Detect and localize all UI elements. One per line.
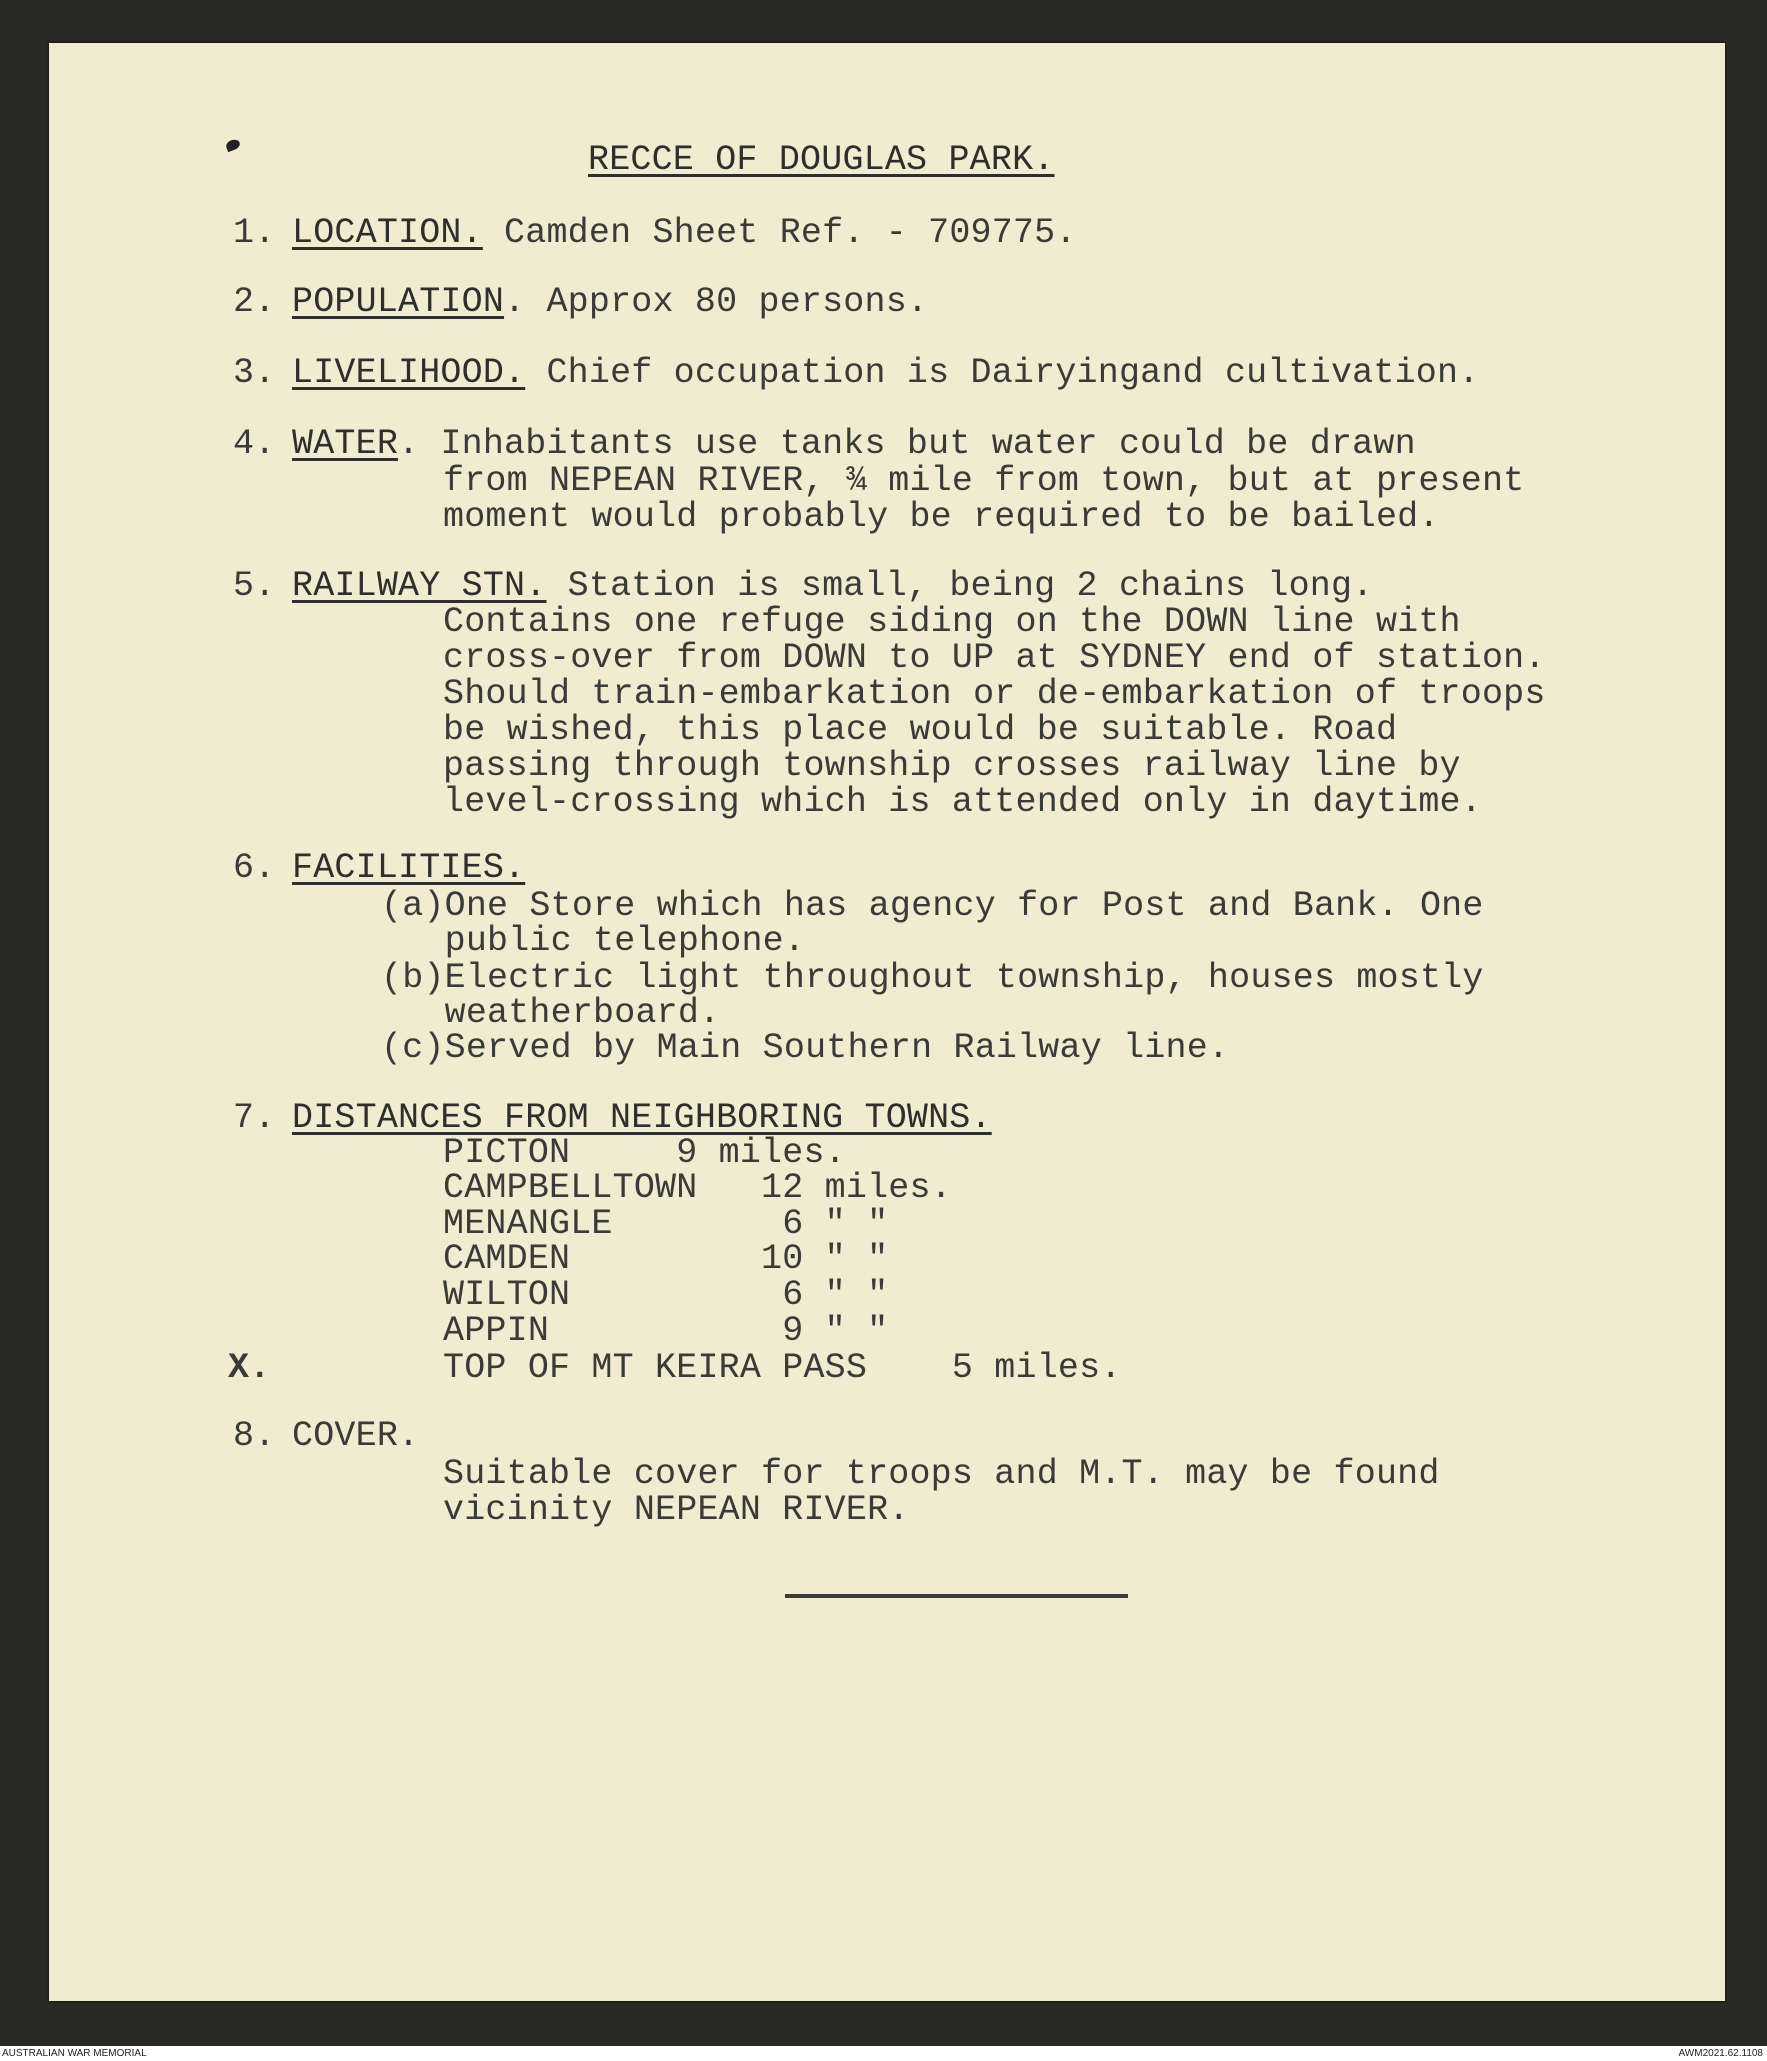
document-title: RECCE OF DOUGLAS PARK. bbox=[588, 140, 1055, 180]
item-text-line: moment would probably be required to be bailed. bbox=[443, 497, 1440, 537]
item-number: 8. bbox=[233, 1416, 276, 1456]
distance-row: WILTON 6 " " bbox=[443, 1275, 889, 1315]
item-text: Chief occupation is Dairyingand cultivation. bbox=[525, 353, 1480, 393]
facility-line: (a)One Store which has agency for Post and Bank. One bbox=[381, 886, 1484, 926]
item-heading: WATER bbox=[292, 424, 399, 464]
item-text-line: level-crossing which is attended only in daytime. bbox=[443, 782, 1482, 822]
item-heading: FACILITIES. bbox=[292, 848, 526, 888]
footer-accession: AWM2021.62.1108 bbox=[1678, 2048, 1763, 2059]
facility-line: (c)Served by Main Southern Railway line. bbox=[381, 1028, 1230, 1068]
item-text: Station is small, being 2 chains long. bbox=[546, 566, 1374, 606]
item-3 bbox=[292, 355, 1479, 391]
distance-marker: X. bbox=[228, 1348, 271, 1388]
facility-line: weatherboard. bbox=[381, 993, 721, 1033]
item-text-line: Contains one refuge siding on the DOWN line with bbox=[443, 602, 1461, 642]
item-heading: COVER. bbox=[292, 1416, 420, 1456]
item-1 bbox=[292, 215, 1077, 251]
item-4 bbox=[292, 426, 1416, 462]
item-text-line: from NEPEAN RIVER, ¾ mile from town, but at present bbox=[443, 461, 1525, 501]
document-page bbox=[49, 43, 1725, 2001]
footer-institution: AUSTRALIAN WAR MEMORIAL bbox=[2, 2048, 147, 2059]
item-heading: RAILWAY STN. bbox=[292, 566, 547, 606]
item-text-line: cross-over from DOWN to UP at SYDNEY end of station. bbox=[443, 638, 1546, 678]
item-text: . Inhabitants use tanks but water could be drawn bbox=[398, 424, 1416, 464]
item-number: 4. bbox=[233, 424, 276, 464]
item-2 bbox=[292, 284, 928, 320]
item-text: Camden Sheet Ref. - 709775. bbox=[482, 213, 1077, 253]
distance-row: MENANGLE 6 " " bbox=[443, 1204, 889, 1244]
item-text-line: Suitable cover for troops and M.T. may be found bbox=[443, 1454, 1440, 1494]
item-number: 5. bbox=[233, 566, 276, 606]
distance-row: APPIN 9 " " bbox=[443, 1311, 889, 1351]
item-heading: LIVELIHOOD. bbox=[292, 353, 526, 393]
item-text-line: vicinity NEPEAN RIVER. bbox=[443, 1490, 910, 1530]
facility-line: public telephone. bbox=[381, 921, 806, 961]
item-text-line: Should train-embarkation or de-embarkation of troops bbox=[443, 674, 1546, 714]
item-number: 6. bbox=[233, 848, 276, 888]
item-heading: LOCATION. bbox=[292, 213, 483, 253]
distance-row: CAMDEN 10 " " bbox=[443, 1239, 889, 1279]
footer bbox=[0, 2046, 1767, 2061]
distance-row: CAMPBELLTOWN 12 miles. bbox=[443, 1168, 952, 1208]
item-heading: POPULATION bbox=[292, 282, 505, 322]
item-number: 3. bbox=[233, 353, 276, 393]
item-number: 7. bbox=[233, 1098, 276, 1138]
item-5 bbox=[292, 568, 1373, 604]
facility-line: (b)Electric light throughout township, houses mostly bbox=[381, 958, 1484, 998]
distance-row: PICTON 9 miles. bbox=[443, 1133, 846, 1173]
distance-row: TOP OF MT KEIRA PASS 5 miles. bbox=[443, 1348, 1122, 1388]
end-rule bbox=[785, 1594, 1128, 1598]
item-text-line: be wished, this place would be suitable. Road bbox=[443, 710, 1398, 750]
item-text-line: passing through township crosses railway line by bbox=[443, 746, 1461, 786]
item-number: 1. bbox=[233, 213, 276, 253]
item-text: . Approx 80 persons. bbox=[504, 282, 929, 322]
item-number: 2. bbox=[233, 282, 276, 322]
item-heading: DISTANCES FROM NEIGHBORING TOWNS. bbox=[292, 1098, 992, 1138]
